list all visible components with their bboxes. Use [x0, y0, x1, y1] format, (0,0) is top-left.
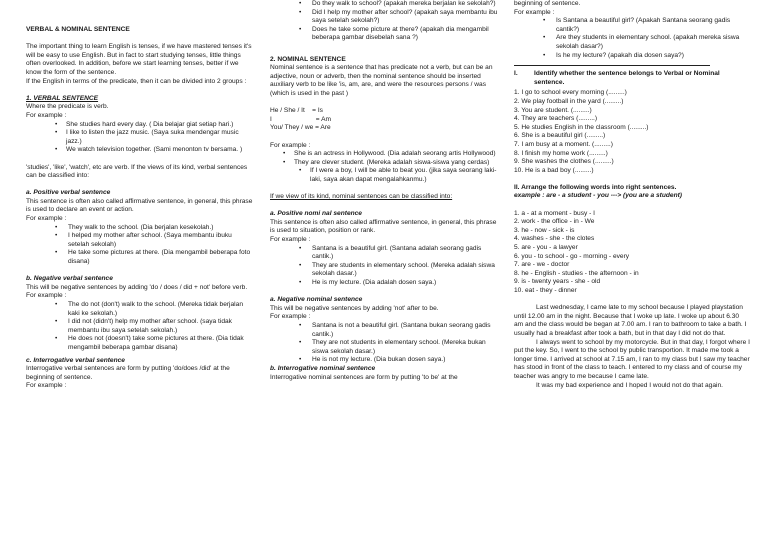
list-item: • I like to listen the jazz music. (Saya suka mendengar music jazz.)	[56, 129, 254, 146]
nominal-examples-list	[270, 150, 498, 184]
for-example-label: For example :	[26, 292, 67, 300]
list-item: 5. are - you - a lawyer	[514, 244, 578, 252]
list-item: • She is an actress in Hollywood. (Dia adalah seorang artis Hollywood)	[284, 150, 498, 159]
list-item: • Santana is not a beautiful girl. (Santana bukan seorang gadis cantik.)	[300, 322, 498, 339]
list-item: • Is Santana a beautiful girl? (Apakah Santana seorang gadis cantik?)	[544, 17, 750, 34]
list-item: 4. They are teachers (.........)	[514, 115, 598, 123]
list-item: • If I were a boy, I will be able to beat you. (jika saya seorang laki-laki, saya akan dapat mengalahkanmu.)	[300, 167, 498, 184]
column-left	[26, 26, 254, 391]
list-item: 4. washes - she - the clotes	[514, 235, 595, 243]
negative-verbal-definition: This will be negative sentences by adding 'do / does / did + not' before verb.	[26, 283, 248, 291]
exercise-1-title: Identify whether the sentence belongs to Verbal or Nominal sentence.	[534, 70, 720, 86]
list-item: 5. He studies English in the classroom (.........)	[514, 123, 649, 131]
positive-verbal-heading: a. Positive verbal sentence	[26, 189, 111, 197]
list-item: • Do they walk to school? (apakah mereka berjalan ke sekolah?)	[300, 0, 498, 9]
story-paragraph: I always went to school by my motorcycle. But in that day, I forgot where I put the key. So, I went to the school by public transportion. It made me took a longer time. I arrived at school at 7.15 am, I ran to my class but I saw my teacher has stood in front of the class to teach. I entered to my class and of course my teacher was angry to me because I came late.	[514, 338, 750, 380]
negative-verbal-heading: b. Negative verbal sentence	[26, 275, 113, 283]
interrogative-verbal-list	[270, 0, 498, 43]
list-item: • They are students in elementary school. (Mereka adalah siswa sekolah dasar.)	[300, 262, 498, 279]
list-item: • They walk to the school. (Dia berjalan kesekolah.)	[56, 224, 254, 233]
list-item: • Does he take some picture at there? (apakah dia mengambil beberapa gambar disebelah sana ?)	[300, 26, 498, 43]
verbal-classification-note: 'studies', 'like', 'watch', etc are verb. If the views of its kind, verbal sentences can be classified into:	[26, 163, 248, 180]
interrogative-verbal-definition: Interrogative verbal sentences are form by putting 'do/does /did' at the beginning of sentence.	[26, 365, 230, 381]
exercise-1-number: I.	[514, 70, 518, 78]
list-item: • She studies hard every day. ( Dia belajar giat setiap hari.)	[56, 121, 254, 130]
for-example-label: For example :	[26, 111, 67, 119]
column-right	[514, 0, 750, 390]
to-be-rule: I = Am	[270, 115, 332, 123]
to-be-rule: He / She / It = Is	[270, 107, 323, 115]
list-item: 1. I go to school every morning (.........)	[514, 89, 627, 97]
list-item: 10. eat - they - dinner	[514, 287, 577, 294]
list-item: • Is he my lecture? (apakah dia dosen saya?)	[544, 52, 750, 61]
list-item: • I did not (didn't) help my mother after school. (saya tidak membantu ibu saya setelah sekolah.)	[56, 318, 254, 335]
positive-nominal-list	[270, 245, 498, 288]
list-item: • They are not students in elementary school. (Mereka bukan siswa sekolah dasar.)	[300, 339, 498, 356]
positive-nominal-definition: This sentence is often also called affirmative sentence, in general, this phrase is used to situation, position or rank.	[270, 218, 497, 235]
list-item: • I helped my mother after school. (Saya membantu ibuku setelah sekolah)	[56, 232, 254, 249]
nominal-sentence-heading: 2. NOMINAL SENTENCE	[270, 55, 346, 63]
exercise-1-heading	[514, 70, 750, 87]
intro-paragraph: The important thing to learn English is tenses, if we have mastered tenses it's will be easy to use English. But in fact to start studying tenses, little things often overlooked. In addition, before we start learning tenses, better if we know the form of the sentence.	[26, 43, 252, 76]
list-item: 6. She is a beautiful girl (.........)	[514, 132, 606, 140]
exercise-2-heading: II. Arrange the following words into right sentences.	[514, 183, 677, 191]
list-item: • Did I help my mother after school? (apakah saya membantu ibu saya setelah sekolah?)	[300, 9, 498, 26]
list-item: • He take some pictures at there. (Dia mengambil beberapa foto disana)	[56, 249, 254, 266]
list-item: • He is not my lecture. (Dia bukan dosen saya.)	[300, 356, 498, 365]
interrogative-nominal-continuation: beginning of sentence.	[514, 0, 581, 7]
for-example-label: For example :	[26, 382, 67, 390]
for-example-label: For example :	[514, 8, 555, 16]
document-title: VERBAL & NOMINAL SENTENCE	[26, 26, 130, 33]
nominal-sentence-definition: Nominal sentence is a sentence that has predicate not a verb, but can be an adjective, noun or adverb, then the nominal sentence should be inserted auxiliary verb to be like 'is, am, are, and were the resources persons / was (which is used in the past )	[270, 64, 493, 97]
list-item: 2. We play football in the yard (.........)	[514, 97, 624, 105]
exercise-2-list	[514, 210, 750, 296]
list-item: 8. he - English - studies - the afternoon - in	[514, 269, 639, 277]
verbal-sentence-heading: 1. VERBAL SENTENCE	[26, 94, 99, 102]
list-item: • We watch television together. (Sami menonton tv bersama. )	[56, 146, 254, 155]
for-example-label: For example :	[270, 313, 311, 321]
list-item: 7. I am busy at a moment. (.........)	[514, 140, 613, 148]
negative-nominal-list	[270, 322, 498, 365]
list-item: • Are they students in elementary school. (apakah mereka siswa sekolah dasar?)	[544, 34, 750, 51]
intro-paragraph-2: If the English in terms of the predicate, then it can be divided into 2 groups :	[26, 77, 247, 85]
list-item: • He is my lecture. (Dia adalah dosen saya.)	[300, 279, 498, 288]
for-example-label: For example :	[26, 215, 67, 223]
interrogative-nominal-list	[514, 17, 750, 60]
interrogative-nominal-definition: Interrogative nominal sentences are form by putting 'to be' at the	[270, 373, 458, 381]
list-item: 3. he - now - sick - is	[514, 226, 575, 234]
interrogative-verbal-heading: c. Interrogative verbal sentence	[26, 356, 125, 364]
for-example-label: For example :	[270, 236, 311, 244]
verbal-sentence-definition: Where the predicate is verb.	[26, 103, 109, 111]
exercise-2-example: example : are - a student - you ---> (you are a student)	[514, 192, 682, 200]
list-item: 6. you - to school - go - morning - every	[514, 252, 630, 260]
list-item: 1. a - at a moment - busy - I	[514, 209, 595, 217]
for-example-label: For example :	[270, 141, 311, 149]
list-item: 9. is - twenty years - she - old	[514, 278, 601, 286]
story-paragraph: Last wednesday, I came late to my school because I played playstation until 12.00 am in the night. Because that I woke up late. I woke up about 6.30 am and the class would be began at 7.00 am. I ran to bathroom to take a bath. I usually had a breakfast after took a bath, but in that day I did not do that.	[514, 304, 747, 337]
list-item: • He does not (doesn't) take some pictures at there. (Dia tidak mengambil beberapa gambar disana)	[56, 335, 254, 352]
story-paragraph: It was my bad experience and I hoped I would not do that again.	[536, 381, 723, 389]
column-middle	[270, 0, 498, 382]
interrogative-nominal-heading: b. Interrogative nominal sentence	[270, 364, 376, 372]
positive-verbal-definition: This sentence is often also called affirmative sentence, in general, this phrase is used to declare an event or action.	[26, 197, 253, 214]
list-item: • They are clever student. (Mereka adalah siswa-siswa yang cerdas)	[284, 159, 498, 168]
exercise-1-list	[514, 89, 750, 175]
negative-nominal-heading: a. Negative nominal sentence	[270, 296, 363, 304]
to-be-rule: You/ They / we = Are	[270, 124, 331, 132]
negative-nominal-definition: This will be negative sentences by adding 'not' after to be.	[270, 304, 439, 312]
list-item: 9. She washes the clothes (.........)	[514, 158, 614, 166]
list-item: 10. He is a bad boy (.........)	[514, 166, 594, 174]
nominal-classification-note: If we view of its kind, nominal sentences can be classified into:	[270, 193, 453, 201]
list-item: • Santana is a beautiful girl. (Santana adalah seorang gadis cantik.)	[300, 245, 498, 262]
positive-nominal-heading: a. Positive nomi nal sentence	[270, 210, 362, 218]
list-item: 7. are - we - doctor	[514, 261, 570, 269]
negative-verbal-list	[26, 301, 254, 353]
list-item: 2. work - the office - in - We	[514, 218, 595, 226]
positive-verbal-list	[26, 224, 254, 267]
section-divider	[514, 65, 710, 66]
list-item: 3. You are student. (.........)	[514, 106, 592, 114]
verbal-examples-list	[26, 121, 254, 155]
list-item: • The do not (don't) walk to the school. (Mereka tidak berjalan kaki ke sekolah.)	[56, 301, 254, 318]
list-item: 8. I finish my home work (.........)	[514, 149, 608, 157]
